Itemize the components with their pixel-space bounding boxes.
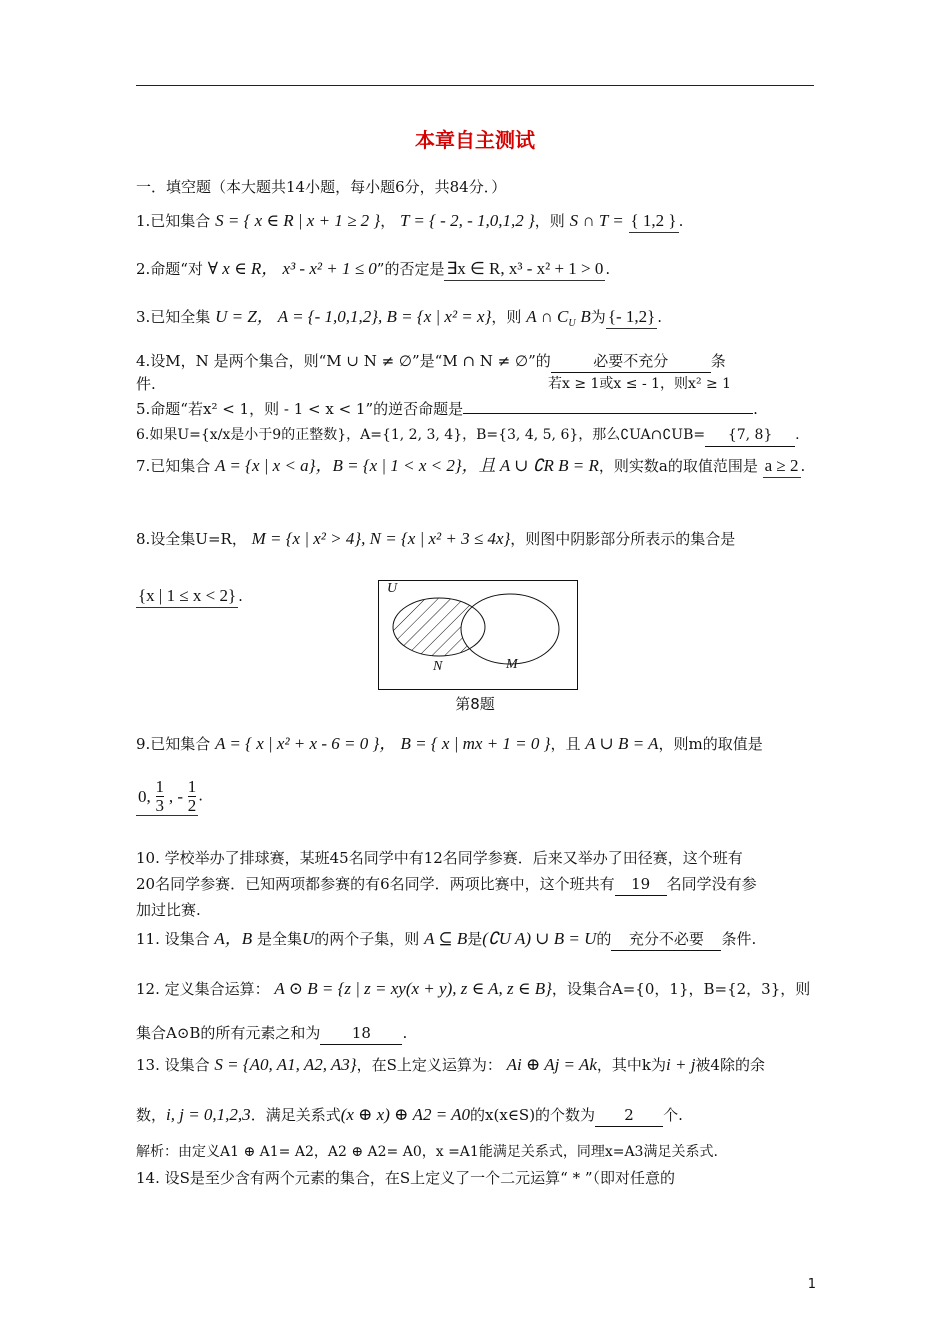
question-13: 13. 设集合 S = {A0, A1, A2, A3}，在S上定义运算为： Ai ⊕ Aj = Ak，其中k为i + j被4除的余: [136, 1055, 765, 1074]
question-12: 12. 定义集合运算： A ⊙ B = {z | z = xy(x + y), z ∈ A, z ∈ B}，设集合A={0，1}，B={2，3}，则: [136, 979, 811, 998]
question-1: 1.已知集合 S = { x ∈ R | x + 1 ≥ 2 }， T = { - 2, - 1,0,1,2 }，则 S ∩ T = { 1,2 } .: [136, 210, 816, 233]
answer-6: {7, 8}: [705, 424, 795, 447]
answer-9: 0, $\frac{1}{3}$ , - $\frac{1}{2}$: [138, 777, 197, 815]
answer-11: 充分不必要: [611, 928, 721, 951]
question-4-cont: 件. 若x ≥ 1或x ≤ - 1，则x² ≥ 1: [136, 375, 732, 393]
question-13-cont: 数，i, j = 0,1,2,3．满足关系式(x ⊕ x) ⊕ A2 = A0的x(x∈S)的个数为 2 个.: [136, 1104, 816, 1127]
question-11: 11. 设集合 A，B 是全集U的两个子集，则 A ⊆ B是(∁U A) ∪ B = U的 充分不必要 条件.: [136, 928, 816, 951]
question-8: 8.设全集U=R， M = {x | x² > 4}, N = {x | x² + 3 ≤ 4x}，则图中阴影部分所表示的集合是: [136, 529, 736, 548]
answer-5: [463, 413, 753, 414]
answer-12: 18: [320, 1022, 402, 1045]
question-2: 2.命题“对 ∀ x ∈ R， x³ - x² + 1 ≤ 0”的否定是 ∃x ∈ R, x³ - x² + 1 > 0 .: [136, 258, 816, 281]
hint-4: 若x ≥ 1或x ≤ - 1，则x² ≥ 1: [548, 376, 732, 392]
question-9-answer: 0, $\frac{1}{3}$ , - $\frac{1}{2}$ .: [138, 777, 204, 815]
question-12-cont: 集合A⊙B的所有元素之和为 18 .: [136, 1022, 816, 1045]
question-7: 7.已知集合 A = {x | x < a}，B = {x | 1 < x < 2}，且 A ∪ ∁R B = R，则实数a的取值范围是 a ≥ 2 .: [136, 455, 816, 478]
answer-7: a ≥ 2: [763, 455, 801, 478]
page-number: 1: [807, 1277, 816, 1292]
answer-2: ∃x ∈ R, x³ - x² + 1 > 0: [444, 258, 605, 281]
question-10: 10. 学校举办了排球赛，某班45名同学中有12名同学参赛．后来又举办了田径赛，这个班有: [136, 849, 743, 867]
venn-svg: [379, 581, 577, 689]
venn-label-n: N: [433, 659, 443, 674]
venn-diagram: [378, 580, 578, 690]
answer-3: {- 1,2}: [606, 306, 657, 329]
question-8-answer: {x | 1 ≤ x < 2} .: [136, 585, 816, 608]
answer-13: 2: [595, 1104, 663, 1127]
answer-1: { 1,2 }: [629, 210, 679, 233]
page-title: 本章自主测试: [415, 128, 535, 152]
question-6: 6.如果U={x/x是小于9的正整数}，A={1, 2, 3, 4}，B={3, 4, 5, 6}，那么∁UA∩∁UB= {7, 8} .: [136, 424, 816, 447]
question-4: 4.设M，N 是两个集合，则“M ∪ N ≠ ∅”是“M ∩ N ≠ ∅”的 必要不充分 条: [136, 350, 816, 373]
question-5: 5.命题“若x² < 1，则 - 1 < x < 1”的逆否命题是 .: [136, 400, 758, 418]
venn-label-m: M: [506, 657, 518, 672]
section-heading: 一．填空题（本大题共14小题，每小题6分，共84分．）: [136, 178, 507, 196]
answer-8: {x | 1 ≤ x < 2}: [136, 585, 238, 608]
analysis-text: 解析：由定义A1 ⊕ A1= A2，A2 ⊕ A2= A0，x =A1能满足关系式，同理x=A3满足关系式.: [136, 1144, 718, 1160]
question-3: 3.已知全集 U = Z， A = {- 1,0,1,2}, B = {x | x² = x}，则 A ∩ $C_U$ B为 {- 1,2} .: [136, 307, 663, 329]
answer-4: 必要不充分: [551, 350, 711, 373]
question-10-end: 加过比赛.: [136, 901, 201, 919]
header-rule: [136, 85, 814, 86]
answer-10: 19: [615, 873, 667, 896]
figure-caption: 第8题: [455, 695, 495, 713]
question-14: 14. 设S是至少含有两个元素的集合，在S上定义了一个二元运算“ * ”（即对任意的: [136, 1169, 676, 1187]
question-10-cont: 20名同学参赛．已知两项都参赛的有6名同学．两项比赛中，这个班共有 19 名同学没有参: [136, 873, 816, 896]
venn-label-u: U: [387, 581, 398, 596]
question-9: 9.已知集合 A = { x | x² + x - 6 = 0 }， B = { x | mx + 1 = 0 }，且 A ∪ B = A，则m的取值是: [136, 734, 763, 753]
